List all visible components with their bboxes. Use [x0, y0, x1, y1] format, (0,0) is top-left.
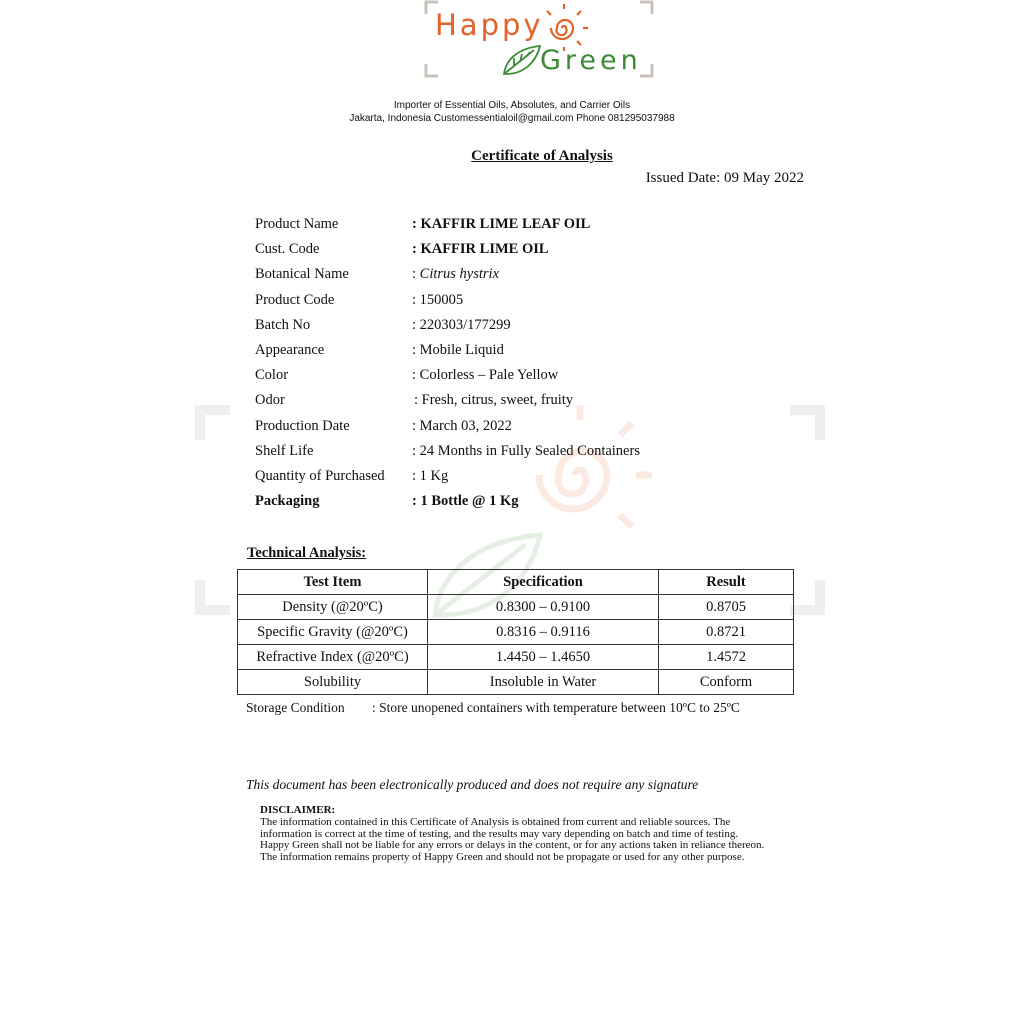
table-cell: 0.8316 – 0.9116 — [428, 620, 659, 645]
issued-date: Issued Date: 09 May 2022 — [645, 170, 804, 186]
table-row — [238, 620, 794, 645]
electronic-note: This document has been electronically produced and does not require any signature — [246, 777, 699, 792]
info-value: : 1 Bottle @ 1 Kg — [412, 493, 519, 510]
info-label: Packaging — [255, 493, 320, 510]
info-label: Cust. Code — [255, 241, 320, 258]
header-tagline: Importer of Essential Oils, Absolutes, and Carrier Oils — [393, 100, 631, 111]
table-header: Result — [659, 570, 794, 595]
document-title: Certificate of Analysis — [471, 148, 613, 164]
info-value: : KAFFIR LIME LEAF OIL — [412, 216, 591, 232]
info-value: : 150005 — [412, 291, 464, 308]
info-label: Odor — [255, 392, 285, 409]
botanical-name-value: Citrus hystrix — [419, 266, 500, 283]
table-header: Specification — [428, 570, 659, 595]
info-label: Product Name — [255, 216, 339, 232]
table-header: Test Item — [238, 570, 428, 595]
table-row — [238, 645, 794, 670]
info-label: Shelf Life — [255, 442, 314, 459]
technical-analysis-title: Technical Analysis: — [247, 545, 367, 561]
leaf-icon — [504, 46, 540, 74]
info-colon: : — [412, 266, 420, 283]
table-cell: 0.8300 – 0.9100 — [428, 595, 659, 620]
table-row — [238, 670, 794, 695]
info-label: Production Date — [255, 417, 350, 434]
technical-analysis-table — [237, 569, 794, 695]
sun-icon — [547, 4, 588, 51]
info-label: Product Code — [255, 291, 335, 308]
info-value: : Colorless – Pale Yellow — [412, 367, 559, 384]
table-cell: Solubility — [238, 670, 428, 695]
storage-condition — [246, 700, 740, 716]
table-header-row — [238, 570, 794, 595]
table-cell: Specific Gravity (@20ºC) — [238, 620, 428, 645]
info-value: : March 03, 2022 — [412, 417, 512, 434]
storage-label: Storage Condition — [246, 700, 345, 715]
info-value: : Fresh, citrus, sweet, fruity — [414, 392, 574, 409]
info-label: Botanical Name — [255, 266, 349, 283]
info-value: : KAFFIR LIME OIL — [412, 241, 549, 258]
info-label: Quantity of Purchased — [255, 467, 385, 484]
table-cell: 1.4572 — [659, 645, 794, 670]
disclaimer-title: DISCLAIMER: — [260, 804, 336, 816]
disclaimer — [260, 805, 770, 864]
table-cell: 0.8721 — [659, 620, 794, 645]
table-cell: Refractive Index (@20ºC) — [238, 645, 428, 670]
table-cell: 1.4450 – 1.4650 — [428, 645, 659, 670]
info-value: : 24 Months in Fully Sealed Containers — [412, 442, 640, 459]
brand-green: Green — [540, 45, 642, 76]
table-row — [238, 595, 794, 620]
table-cell: Density (@20ºC) — [238, 595, 428, 620]
storage-value: : Store unopened containers with temperature between 10ºC to 25ºC — [372, 700, 740, 715]
info-label: Color — [255, 367, 289, 384]
disclaimer-text: The information contained in this Certificate of Analysis is obtained from current and reliable sources. The information is correct at the time of testing, and the results may vary depending on batch and time of testing. Happy Green shall not be liable for any errors or delays in the content, or for any actions taken in reliance thereon. The information remains property of Happy Green and should not be propagate or used for any other purpose. — [260, 815, 765, 864]
table-cell: Insoluble in Water — [428, 670, 659, 695]
info-value: : 1 Kg — [412, 467, 449, 484]
info-label: Batch No — [255, 316, 311, 333]
info-value: : Mobile Liquid — [412, 341, 504, 358]
brand-happy: Happy — [435, 8, 544, 42]
table-cell: Conform — [659, 670, 794, 695]
table-cell: 0.8705 — [659, 595, 794, 620]
info-value: : 220303/177299 — [412, 316, 511, 333]
header-contact: Jakarta, Indonesia Customessentialoil@gmail.com Phone 081295037988 — [349, 113, 675, 124]
info-value — [412, 266, 499, 283]
info-label: Appearance — [255, 341, 325, 358]
